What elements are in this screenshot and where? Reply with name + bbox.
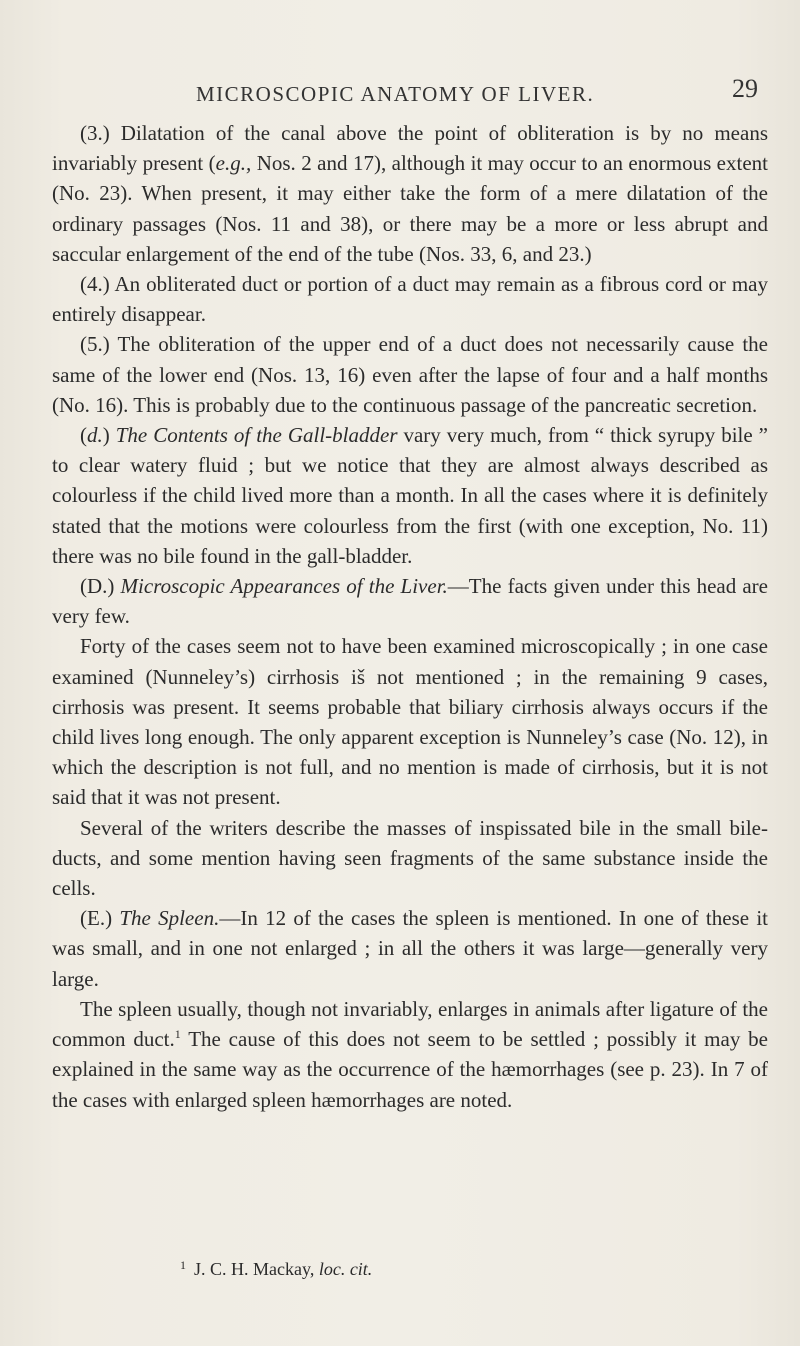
paragraph-spleen: (E.) The Spleen.—In 12 of the cases the spleen is mentioned. In one of these it was small, and in one not enlarged ; in all the others it was large—generally very large. <box>52 906 768 991</box>
paragraph-obliterated-duct: (4.) An obliterated duct or portion of a duct may remain as a fibrous cord or may entirely disappear. <box>52 272 768 327</box>
paragraph-spleen-enlargement: The spleen usually, though not invariably, enlarges in animals after ligature of the common duct.$^1$ The cause of this does not seem to be settled ; possibly it may be explained in the same way as the occurrence of the hæmorrhages (see p. 23). In 7 of the cases with enlarged spleen hæmorrhages are noted. <box>52 996 768 1112</box>
paragraph-microscopic-appearances: (D.) Microscopic Appearances of the Liver.—The facts given under this head are very few. <box>52 574 769 629</box>
running-head: MICROSCOPIC ANATOMY OF LIVER. <box>196 82 595 106</box>
section-title-spleen: The Spleen. <box>119 906 220 931</box>
footnote-reference: 1 <box>174 1027 181 1042</box>
paragraph-obliteration-upper-end: (5.) The obliteration of the upper end of a duct does not necessarily cause the same of the lower end (Nos. 13, 16) even after the lapse of four and a half months (No. 16). This is probably due to the continuous passage of the pancreatic secretion. <box>52 332 768 417</box>
page-number: 29 <box>732 74 758 103</box>
paragraph-forty-cases: Forty of the cases seem not to have been examined microscopically ; in one case examined (Nunneley’s) cirrhosis iš not mentioned ; in the remaining 9 cases, cirrhosis was present. It seems probable that biliary cirrhosis always occurs if the child lives long enough. The only apparent exception is Nunneley’s case (No. 12), in which the description is not full, and no mention is made of cirrhosis, but it is not said that it was not present. <box>52 634 768 810</box>
paragraph-inspissated-bile: Several of the writers describe the masses of inspissated bile in the small bile-ducts, and some mention having seen fragments of the same substance inside the cells. <box>52 815 768 901</box>
footnote: $^1$ J. C. H. Mackay, loc. cit. <box>180 1258 373 1279</box>
body-text <box>52 118 768 1115</box>
section-title-microscopic: Microscopic Appearances of the Liver. <box>120 574 448 599</box>
paragraph-gall-bladder-contents: (d.) The Contents of the Gall-bladder vary very much, from “ thick syrupy bile ” to clear watery fluid ; but we notice that they are almost always described as colourless if the child lived more than a month. In all the cases where it is definitely stated that the motions were colourless from the first (with one exception, No. 11) there was no bile found in the gall-bladder. <box>52 423 768 568</box>
paragraph-dilatation: (3.) Dilatation of the canal above the point of obliteration is by no means invariably present (e.g., Nos. 2 and 17), although it may occur to an enormous extent (No. 23). When present, it may either take the form of a mere dilatation of the ordinary passages (Nos. 11 and 38), or there may be a more or less abrupt and saccular enlargement of the end of the tube (Nos. 33, 6, and 23.) <box>52 121 768 266</box>
footnote-mark: 1 <box>180 1258 186 1272</box>
section-title-gall-bladder: The Contents of the Gall-bladder <box>115 423 398 448</box>
